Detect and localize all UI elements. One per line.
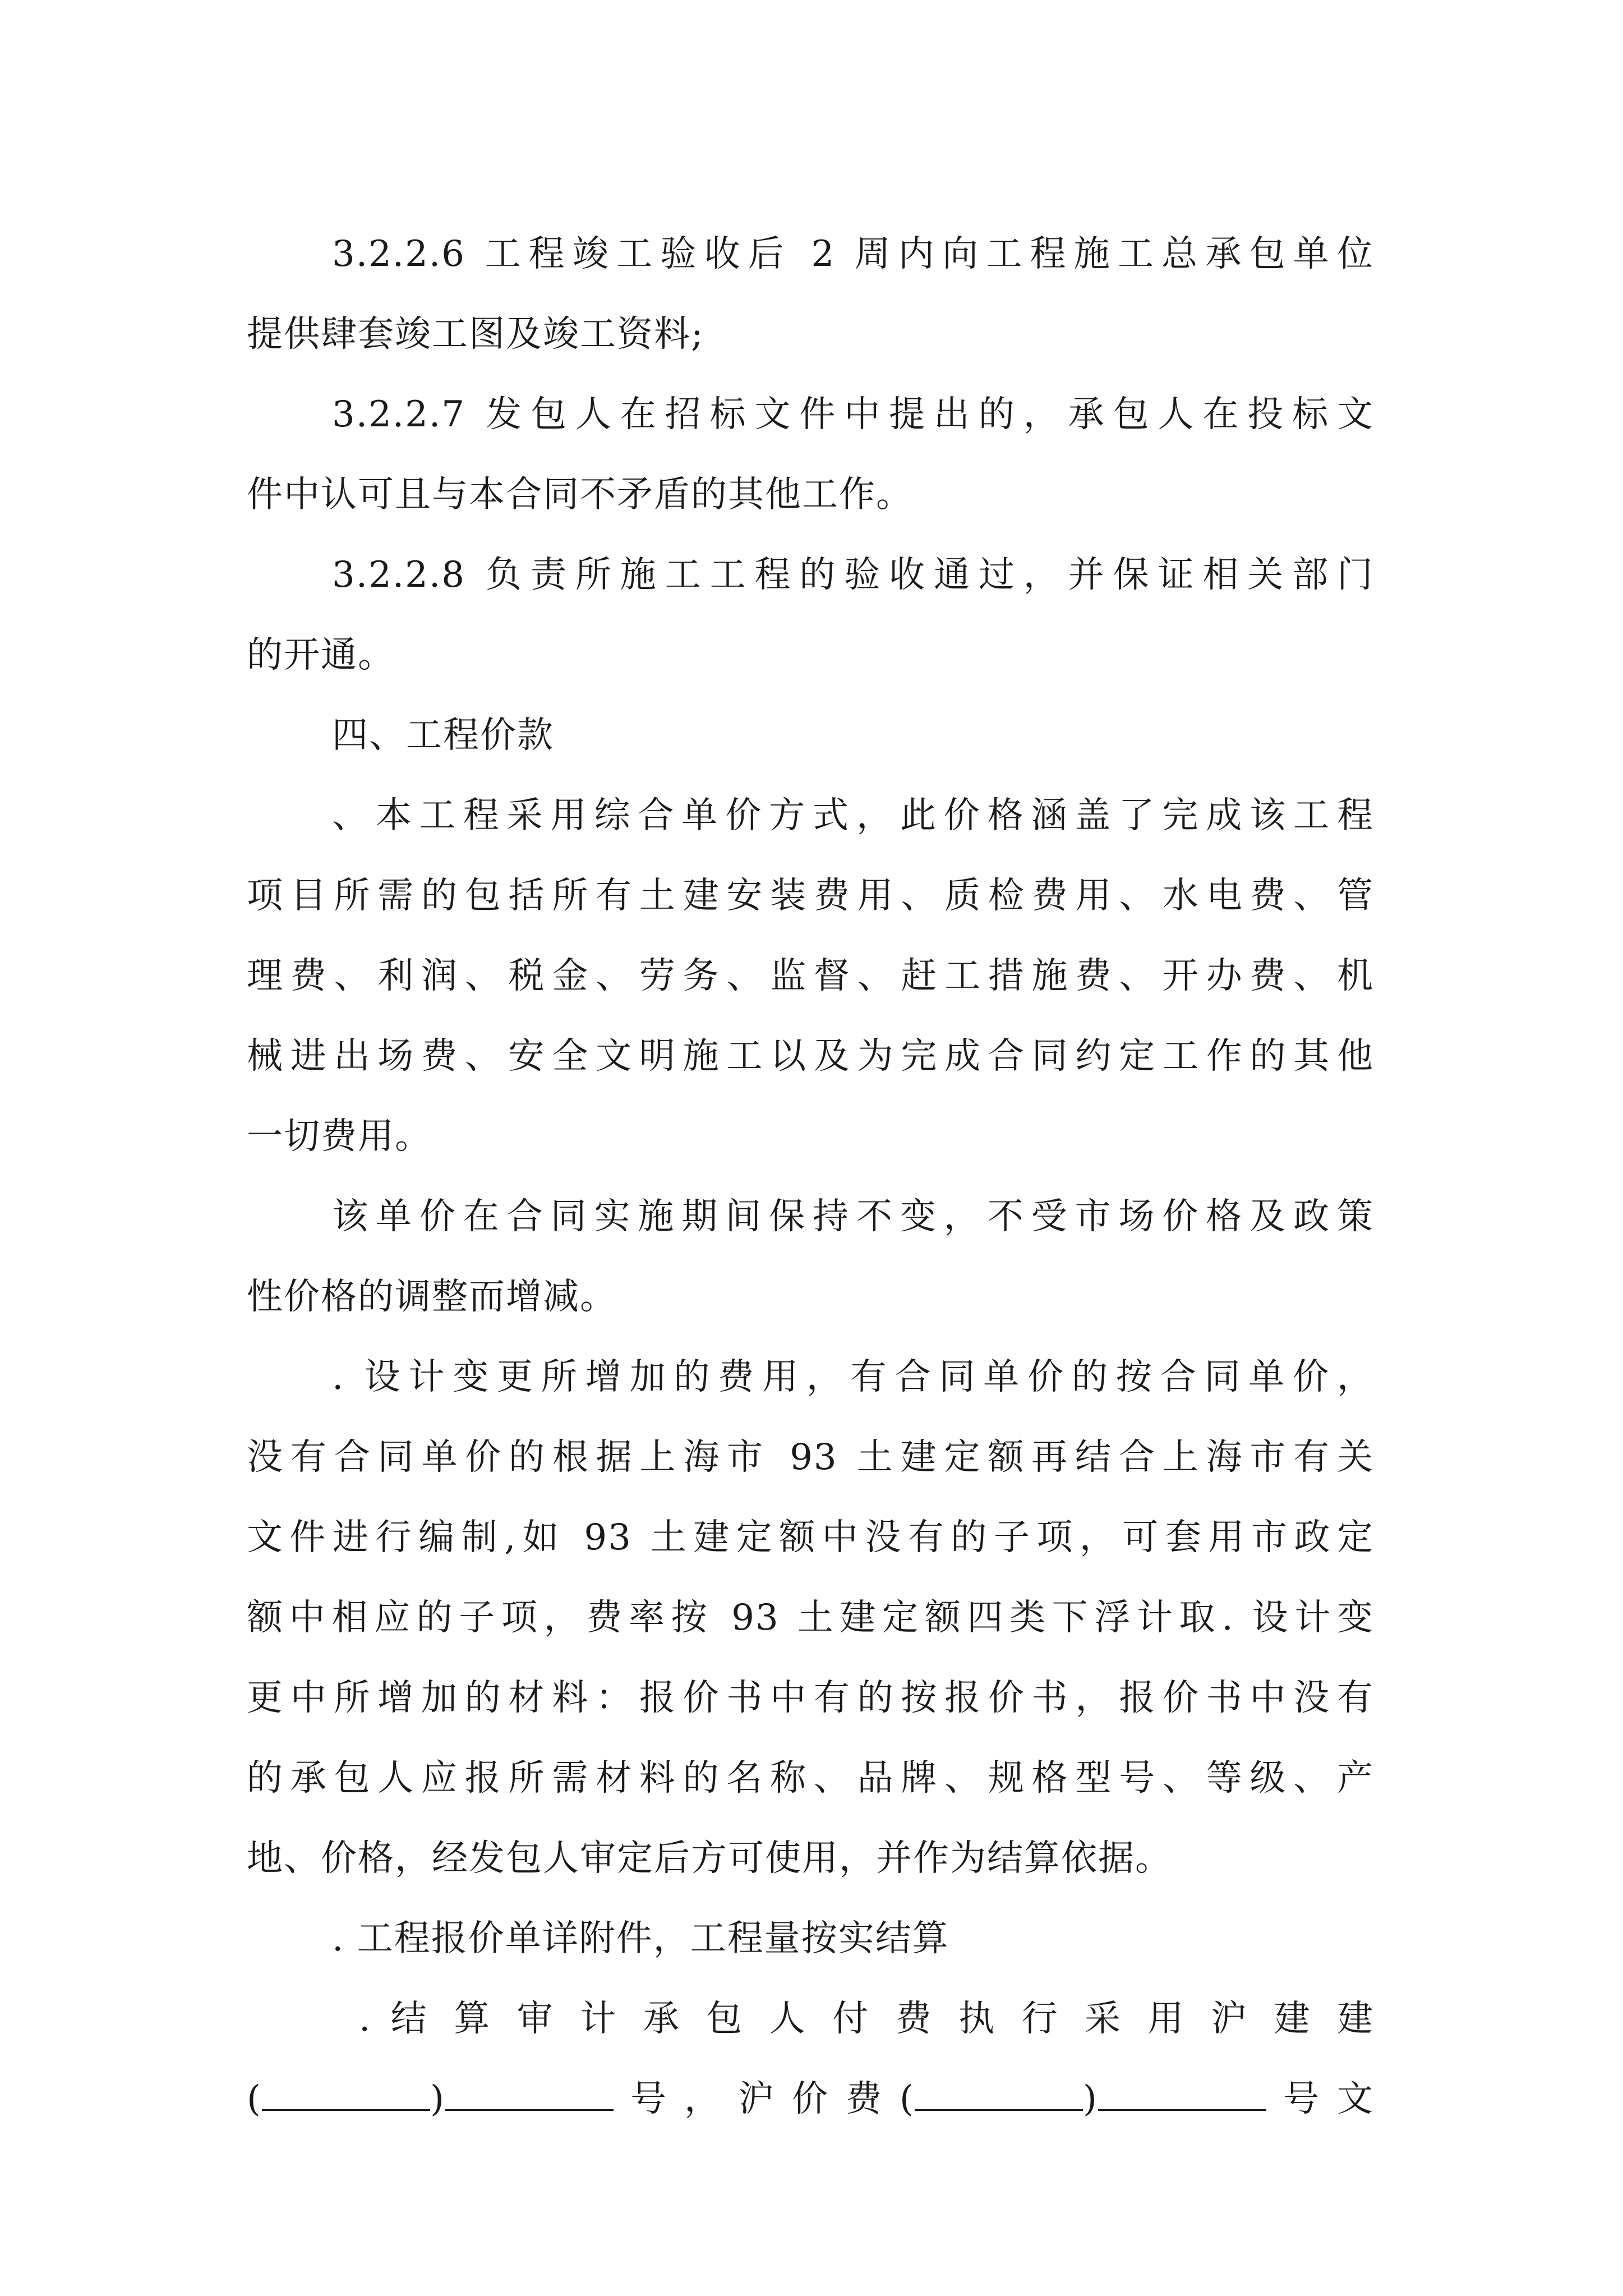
text-line: . 工程报价单详附件，工程量按实结算 [332, 1918, 949, 1959]
blank-field-4[interactable] [1098, 2076, 1266, 2111]
text-line: 、本工程采用综合单价方式，此价格涵盖了完成该工程 [332, 795, 1374, 836]
paragraph-3-2-2-7 [247, 375, 1374, 535]
paragraph-3-2-2-8 [247, 535, 1374, 696]
blank-field-2[interactable] [445, 2076, 614, 2111]
text-line: 3.2.2.8 负责所施工工程的验收通过，并保证相关部门 [332, 554, 1374, 596]
document-body [247, 214, 1374, 2139]
paragraph-unit-price [247, 776, 1374, 1177]
text-line: 件中认可且与本合同不矛盾的其他工作。 [247, 474, 913, 516]
text-line: 械进出场费、安全文明施工以及为完成合同约定工作的其他 [247, 1036, 1374, 1077]
blank-field-3[interactable] [915, 2076, 1083, 2111]
text-line: 文件进行编制,如 93 土建定额中没有的子项，可套用市政定 [247, 1517, 1374, 1558]
paragraph-3-2-2-6 [247, 214, 1374, 375]
text-line: 一切费用。 [247, 1116, 432, 1157]
text-line: 理费、利润、税金、劳务、监督、赶工措施费、开办费、机 [247, 955, 1374, 997]
section-heading-text: 四、工程价款 [332, 715, 554, 756]
text-line: 该单价在合同实施期间保持不变，不受市场价格及政策 [332, 1196, 1374, 1237]
paragraph-price-fixed [247, 1177, 1374, 1337]
text-line: 更中所增加的材料：报价书中有的按报价书，报价书中没有 [247, 1677, 1374, 1719]
text-line: 项目所需的包括所有土建安装费用、质检费用、水电费、管 [247, 875, 1374, 917]
blank-field-1[interactable] [262, 2076, 430, 2111]
open-paren: ( [247, 2078, 262, 2120]
close-paren: ) [430, 2078, 445, 2120]
text-line: 的开通。 [247, 634, 395, 676]
open-paren: ( [900, 2078, 915, 2120]
text-line: 3.2.2.7 发包人在招标文件中提出的，承包人在投标文 [332, 394, 1374, 435]
text-line: . 结 算 审 计 承 包 人 付 费 执 行 采 用 沪 建 建 [359, 1998, 1374, 2040]
paragraph-design-change [247, 1337, 1374, 1899]
text-segment: 号，沪价费 [613, 2078, 900, 2120]
text-line: 地、价格，经发包人审定后方可使用，并作为结算依据。 [247, 1838, 1172, 1879]
text-line: 性价格的调整而增减。 [247, 1276, 617, 1318]
paragraph-quote-sheet [247, 1899, 1374, 1979]
fill-in-line [247, 2059, 1374, 2139]
text-line: 没有合同单价的根据上海市 93 土建定额再结合上海市有关 [247, 1437, 1374, 1478]
text-segment: 号文 [1266, 2078, 1374, 2120]
text-line: 提供肆套竣工图及竣工资料; [247, 314, 704, 355]
paragraph-settlement-audit [247, 1979, 1374, 2139]
close-paren: ) [1083, 2078, 1098, 2120]
text-line: 额中相应的子项，费率按 93 土建定额四类下浮计取. 设计变 [247, 1597, 1374, 1639]
section-heading [247, 696, 1374, 776]
text-line: . 设计变更所增加的费用，有合同单价的按合同单价， [332, 1356, 1374, 1398]
text-line: 的承包人应报所需材料的名称、品牌、规格型号、等级、产 [247, 1757, 1374, 1799]
text-line: 3.2.2.6 工程竣工验收后 2 周内向工程施工总承包单位 [332, 233, 1374, 275]
